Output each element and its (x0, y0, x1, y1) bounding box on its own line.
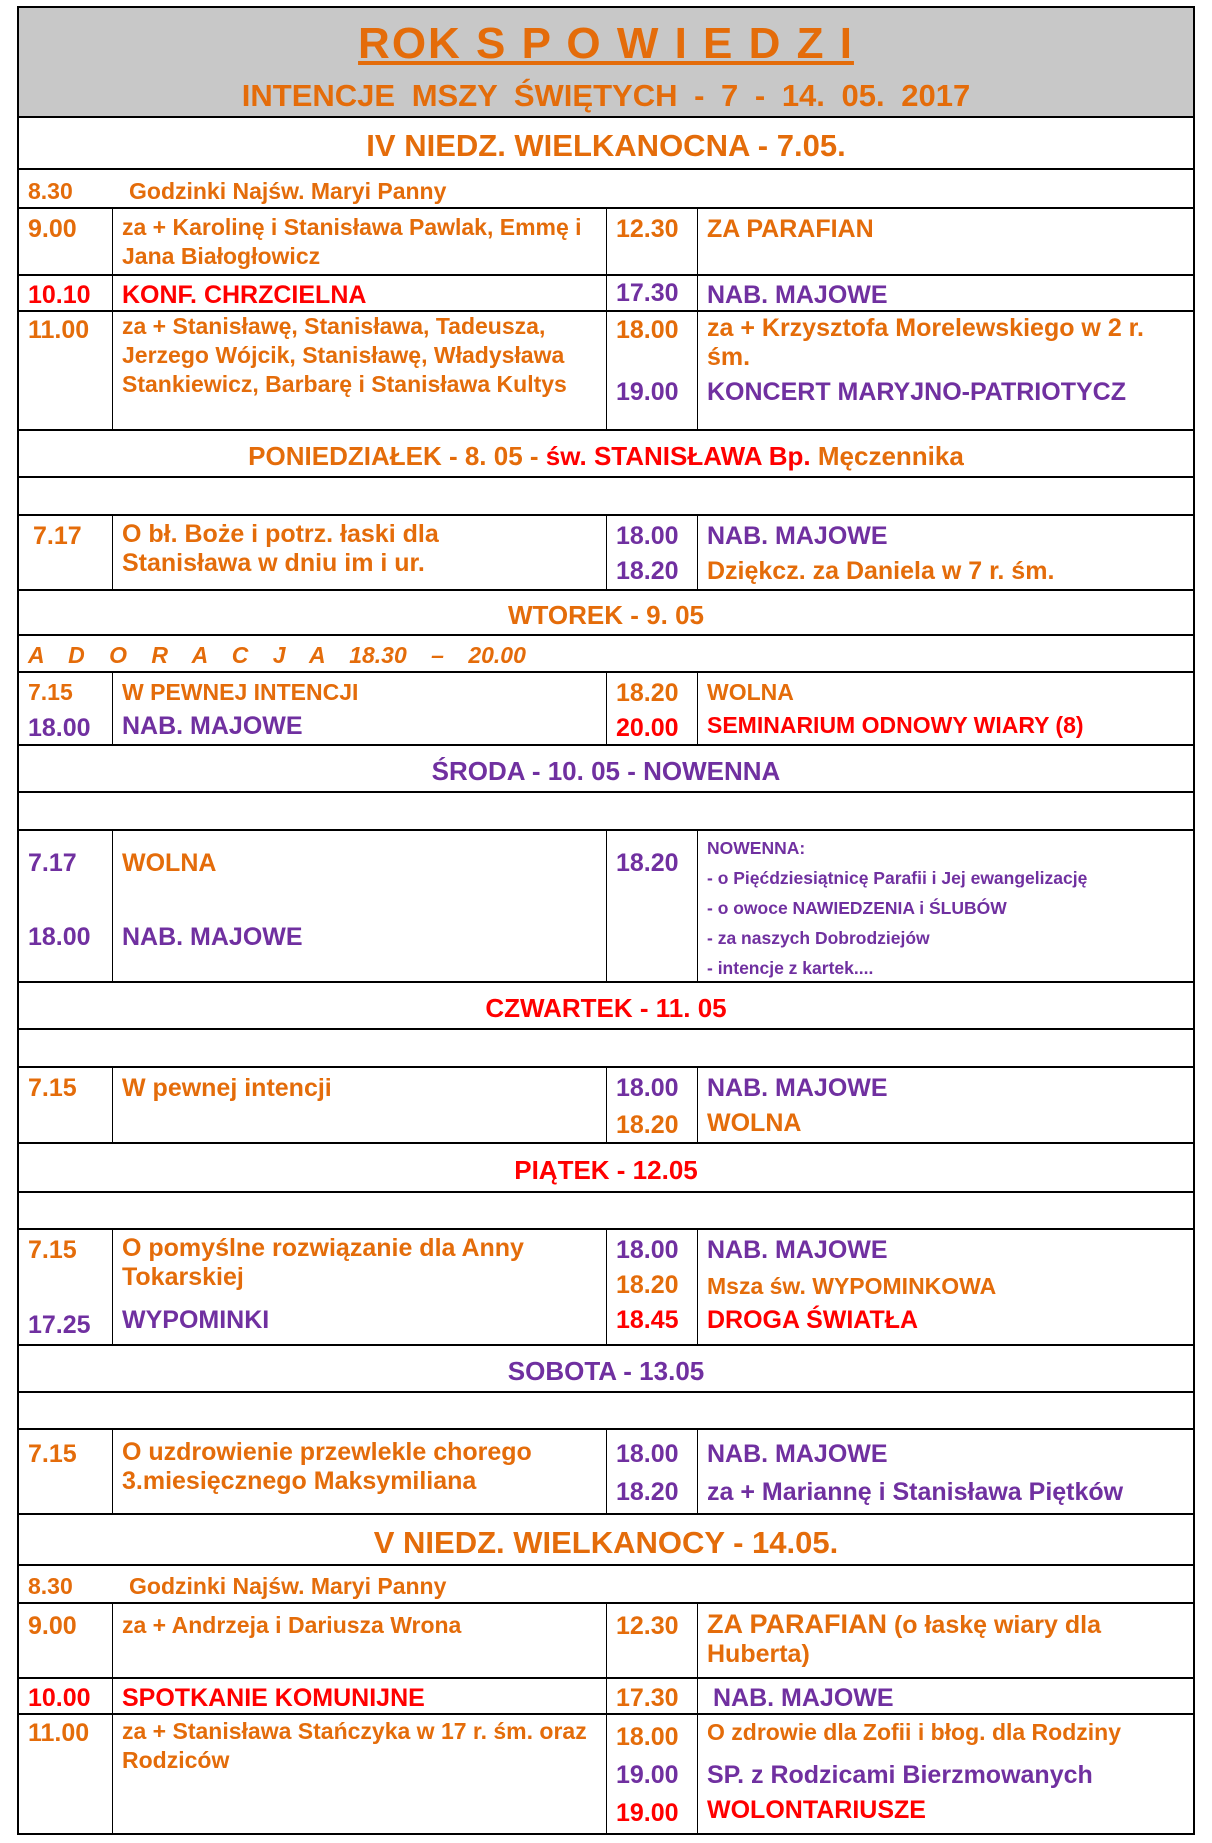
friday-spacer (19, 1193, 1193, 1230)
time-slot: 20.00 (616, 714, 679, 742)
saturday-spacer (19, 1393, 1193, 1430)
time-slot: 18.00 (616, 1074, 679, 1102)
intention-text: za + Stanisławę, Stanisława, Tadeusza, Jerzego Wójcik, Stanisławę, Władysława Stankiewicz, Barbarę i Stanisława Kultys (122, 313, 567, 397)
novena-line: - intencje z kartek.... (707, 958, 874, 978)
intention-text: NAB. MAJOWE (707, 281, 888, 309)
time-slot: 18.00 (616, 1440, 679, 1468)
time-slot: 7.15 (28, 679, 73, 705)
tuesday-adoration-row (19, 636, 1193, 673)
intention-text: WOLNA (707, 679, 794, 705)
column-divider (697, 516, 698, 591)
intention-text: O uzdrowienie przewlekle chorego 3.miesięcznego Maksymiliana (122, 1438, 532, 1495)
time-slot: 18.20 (616, 679, 679, 707)
intention-text: NAB. MAJOWE (122, 712, 303, 740)
time-slot: 18.20 (616, 849, 679, 877)
column-divider (697, 1604, 698, 1835)
column-divider (697, 209, 698, 431)
time-slot: 18.20 (616, 557, 679, 585)
time-slot: 11.00 (28, 1719, 90, 1747)
wednesday-spacer (19, 793, 1193, 831)
sunday2-title-row (19, 1515, 1193, 1566)
sunday1-prelude-text: Godzinki Najśw. Maryi Panny (129, 178, 447, 204)
column-divider (606, 673, 607, 746)
adoration-note: A D O R A C J A 18.30 – 20.00 (28, 642, 526, 668)
column-divider (606, 1604, 607, 1835)
time-slot: 18.20 (616, 1271, 679, 1299)
intention-text: ZA PARAFIAN (707, 215, 874, 243)
time-slot: 17.30 (616, 1684, 679, 1712)
intention-text: za + Karolinę i Stanisława Pawlak, Emmę i Jana Białogłowicz (122, 214, 582, 269)
sunday2-title: V NIEDZ. WIELKANOCY - 14.05. (373, 1525, 839, 1560)
friday-title-row (19, 1144, 1193, 1193)
monday-title: PONIEDZIAŁEK - 8. 05 - św. STANISŁAWA Bp. Męczennika (248, 441, 964, 471)
intention-text: SEMINARIUM ODNOWY WIARY (8) (707, 712, 1084, 738)
thursday-title: CZWARTEK - 11. 05 (485, 993, 727, 1023)
time-slot: 10.10 (28, 281, 91, 309)
intention-text: WOLNA (707, 1109, 802, 1137)
time-slot: 19.00 (616, 1799, 679, 1827)
column-divider (697, 831, 698, 983)
time-slot: 9.00 (28, 1612, 77, 1640)
novena-line: NOWENNA: (707, 838, 806, 858)
time-slot: 17.25 (28, 1311, 91, 1339)
time-slot: 19.00 (616, 378, 679, 406)
intention-text: O zdrowie dla Zofii i błog. dla Rodziny (707, 1719, 1121, 1745)
column-divider (697, 673, 698, 746)
column-divider (606, 1430, 607, 1515)
intention-text: NAB. MAJOWE (122, 923, 303, 951)
saturday-title: SOBOTA - 13.05 (507, 1356, 705, 1386)
tuesday-title: WTOREK - 9. 05 (507, 600, 704, 630)
intention-text: ZA PARAFIAN (o łaskę wiary dla Huberta) (707, 1609, 1101, 1668)
wednesday-title-row (19, 746, 1193, 793)
sunday1-title: IV NIEDZ. WIELKANOCNA - 7.05. (366, 128, 846, 163)
saturday-title-row (19, 1346, 1193, 1393)
column-divider (112, 209, 113, 431)
sunday2-prelude-row (19, 1566, 1193, 1604)
time-slot: 9.00 (28, 215, 77, 243)
intention-text: W pewnej intencji (122, 1074, 332, 1102)
page-subtitle: INTENCJE MSZY ŚWIĘTYCH - 7 - 14. 05. 2017 (241, 78, 971, 113)
time-slot: 18.20 (616, 1478, 679, 1506)
intention-text: DROGA ŚWIATŁA (707, 1306, 919, 1334)
column-divider (697, 1068, 698, 1144)
intention-text: SP. z Rodzicami Bierzmowanych (707, 1761, 1093, 1789)
page-title: ROK S P O W I E D Z I (358, 19, 854, 68)
intention-text: Dziękcz. za Daniela w 7 r. śm. (707, 557, 1055, 585)
column-divider (112, 673, 113, 746)
column-divider (697, 1230, 698, 1346)
intention-text: O bł. Boże i potrz. łaski dla Stanisława w dniu im i ur. (122, 520, 439, 577)
column-divider (606, 831, 607, 983)
intention-text: WYPOMINKI (122, 1306, 270, 1334)
intention-text: Msza św. WYPOMINKOWA (707, 1273, 997, 1299)
schedule-sheet (17, 6, 1195, 1835)
column-divider (606, 516, 607, 591)
time-slot: 18.00 (28, 714, 91, 742)
time-slot: 18.20 (616, 1111, 679, 1139)
novena-line: - o Pięćdziesiątnicę Parafii i Jej ewangelizację (707, 868, 1088, 888)
monday-spacer (19, 478, 1193, 516)
time-slot: 19.00 (616, 1761, 679, 1789)
intention-text: NAB. MAJOWE (707, 1440, 888, 1468)
sunday2-prelude-time: 8.30 (28, 1573, 73, 1599)
intention-text: WOLNA (122, 849, 217, 877)
intention-text: W PEWNEJ INTENCJI (122, 679, 359, 705)
time-slot: 7.15 (28, 1440, 77, 1468)
time-slot: 7.17 (28, 849, 77, 877)
column-divider (112, 831, 113, 983)
tuesday-title-row (19, 591, 1193, 636)
column-divider (606, 1068, 607, 1144)
sunday1-title-row (19, 118, 1193, 170)
column-divider (606, 209, 607, 431)
time-slot: 7.17 (33, 522, 82, 550)
time-slot: 17.30 (616, 279, 679, 307)
column-divider (112, 1604, 113, 1835)
sunday2-prelude-text: Godzinki Najśw. Maryi Panny (129, 1573, 447, 1599)
monday-title-row (19, 431, 1193, 478)
intention-text: za + Krzysztofa Morelewskiego w 2 r. śm. (707, 314, 1144, 371)
time-slot: 12.30 (616, 215, 679, 243)
intention-text: O pomyślne rozwiązanie dla Anny Tokarskiej (122, 1234, 524, 1291)
column-divider (112, 516, 113, 591)
novena-line: - o owoce NAWIEDZENIA i ŚLUBÓW (707, 898, 1007, 918)
time-slot: 18.00 (616, 316, 679, 344)
time-slot: 18.45 (616, 1306, 679, 1334)
sunday1-prelude-row (19, 170, 1193, 209)
intention-text: za + Stanisława Stańczyka w 17 r. śm. oraz Rodziców (122, 1718, 587, 1773)
intention-text: za + Andrzeja i Dariusza Wrona (122, 1612, 462, 1638)
intention-text: NAB. MAJOWE (707, 522, 888, 550)
column-divider (112, 1230, 113, 1346)
sunday1-prelude-time: 8.30 (28, 178, 73, 204)
column-divider (112, 1068, 113, 1144)
intention-text: NAB. MAJOWE (707, 1236, 888, 1264)
intention-text: NAB. MAJOWE (713, 1684, 894, 1712)
time-slot: 10.00 (28, 1684, 91, 1712)
column-divider (606, 1230, 607, 1346)
time-slot: 18.00 (28, 923, 91, 951)
time-slot: 18.00 (616, 1236, 679, 1264)
time-slot: 12.30 (616, 1612, 679, 1640)
time-slot: 18.00 (616, 522, 679, 550)
intention-text: WOLONTARIUSZE (707, 1796, 926, 1824)
intention-text: za + Mariannę i Stanisława Piętków (707, 1478, 1124, 1506)
thursday-title-row (19, 983, 1193, 1030)
column-divider (697, 1430, 698, 1515)
thursday-spacer (19, 1030, 1193, 1068)
novena-line: - za naszych Dobrodziejów (707, 928, 930, 948)
time-slot: 7.15 (28, 1074, 77, 1102)
intention-text: KONF. CHRZCIELNA (122, 281, 367, 309)
wednesday-title: ŚRODA - 10. 05 - NOWENNA (431, 756, 781, 786)
column-divider (112, 1430, 113, 1515)
time-slot: 7.15 (28, 1236, 77, 1264)
intention-text: KONCERT MARYJNO-PATRIOTYCZ (707, 378, 1126, 406)
intention-text: SPOTKANIE KOMUNIJNE (122, 1684, 425, 1712)
time-slot: 18.00 (616, 1723, 679, 1751)
novena-list (707, 833, 1087, 983)
time-slot: 11.00 (28, 316, 90, 344)
friday-title: PIĄTEK - 12.05 (514, 1155, 698, 1185)
intention-text: NAB. MAJOWE (707, 1074, 888, 1102)
header (19, 8, 1193, 118)
